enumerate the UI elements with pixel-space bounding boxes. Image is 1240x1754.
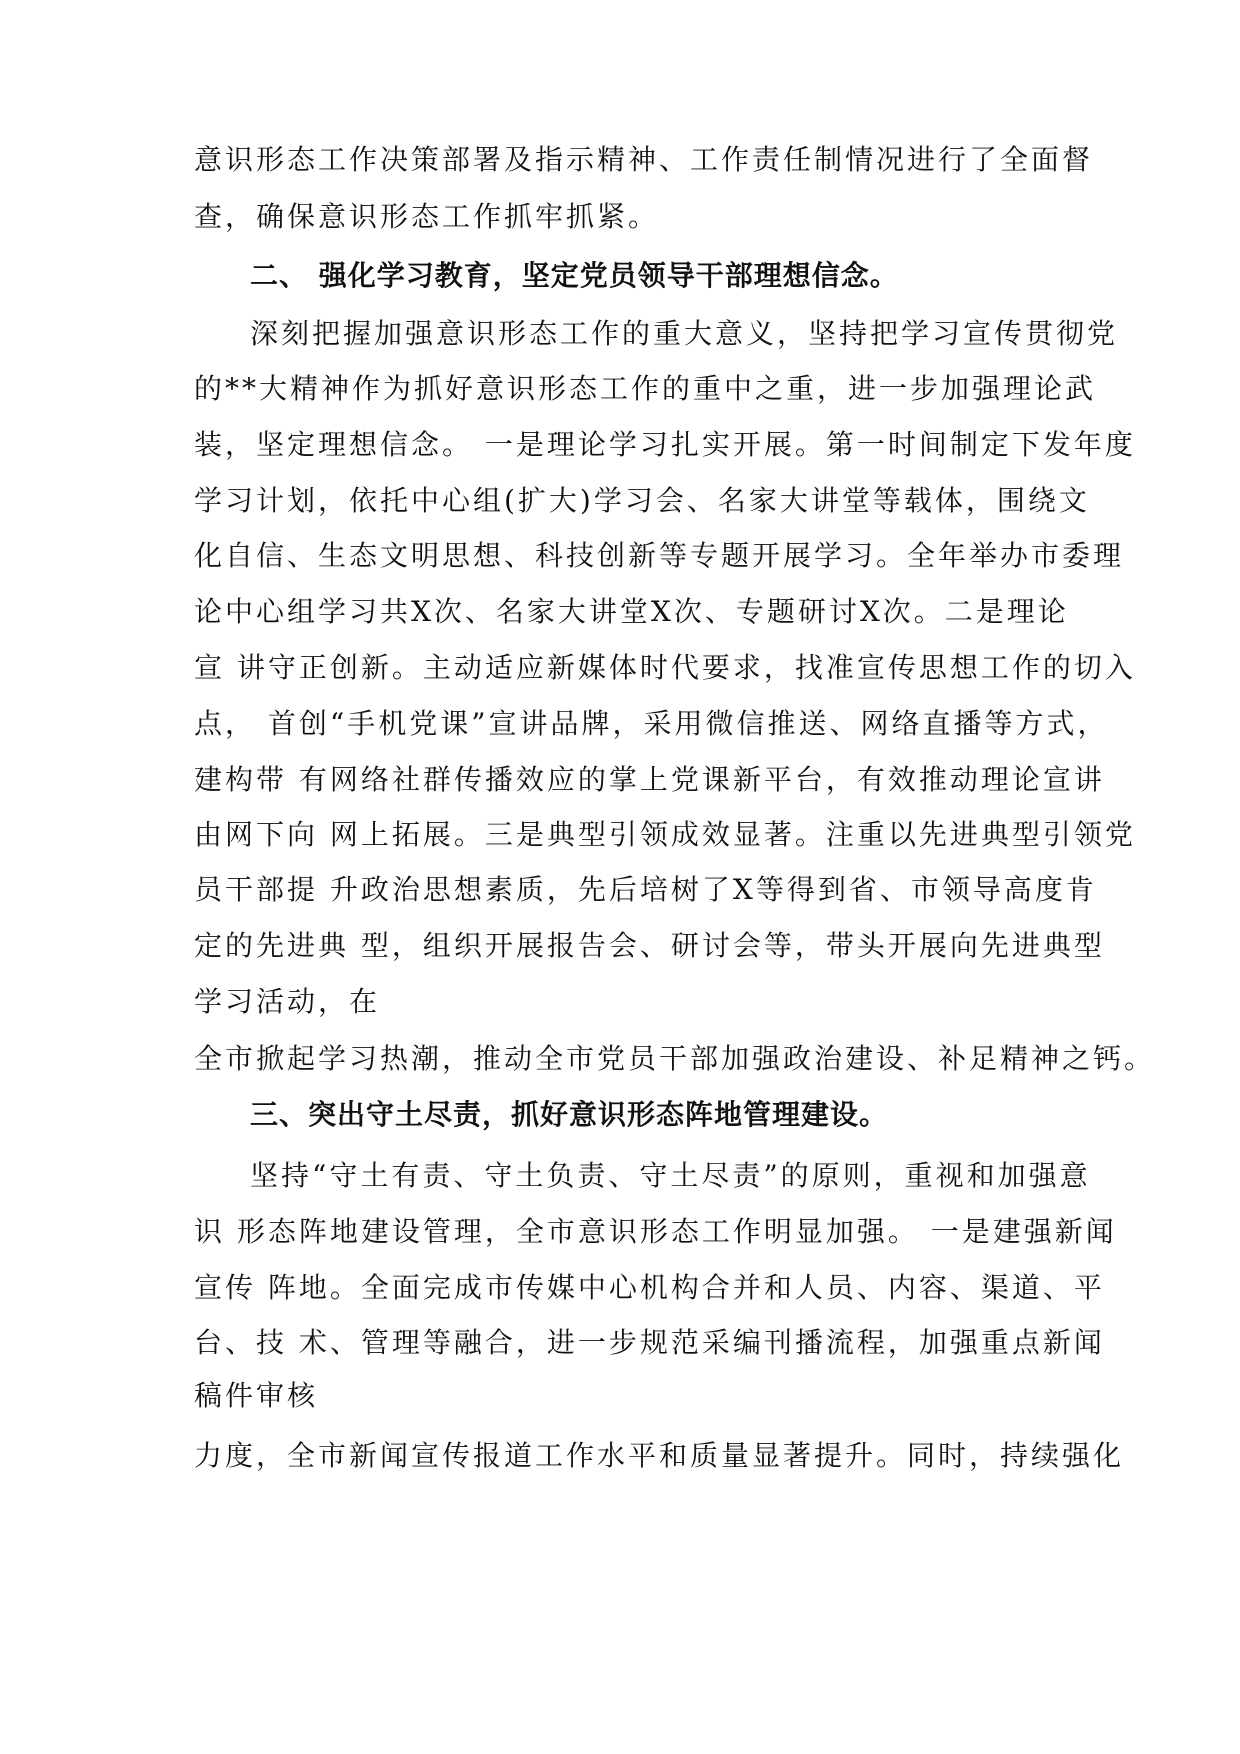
paragraph-line: 论中心组学习共X次、名家大讲堂X次、专题研讨X次。二是理论 — [194, 595, 1069, 628]
paragraph-line: 识 形态阵地建设管理，全市意识形态工作明显加强。 一是建强新闻 — [194, 1215, 1117, 1248]
paragraph-line: 宣传 阵地。全面完成市传媒中心机构合并和人员、内容、渠道、平 — [194, 1271, 1105, 1304]
paragraph-line: 宣 讲守正创新。主动适应新媒体时代要求，找准宣传思想工作的切入 — [194, 651, 1136, 684]
paragraph-line: 的**大精神作为抓好意识形态工作的重中之重，进一步加强理论武 — [194, 372, 1097, 405]
paragraph-line: 学习计划，依托中心组(扩大)学习会、名家大讲堂等载体，围绕文 — [194, 484, 1090, 517]
paragraph-line: 建构带 有网络社群传播效应的掌上党课新平台，有效推动理论宣讲 — [194, 763, 1105, 796]
paragraph-line: 查，确保意识形态工作抓牢抓紧。 — [194, 200, 660, 233]
paragraph-line: 定的先进典 型，组织开展报告会、研讨会等，带头开展向先进典型 — [194, 929, 1105, 962]
section-heading-2: 二、 强化学习教育，坚定党员领导干部理想信念。 — [250, 259, 899, 292]
paragraph-line: 台、技 术、管理等融合，进一步规范采编刊播流程，加强重点新闻 — [194, 1326, 1105, 1359]
paragraph-line: 稿件审核 — [194, 1379, 319, 1412]
paragraph-line: 由网下向 网上拓展。三是典型引领成效显著。注重以先进典型引领党 — [194, 818, 1136, 851]
paragraph-line: 力度，全市新闻宣传报道工作水平和质量显著提升。同时，持续强化 — [194, 1439, 1125, 1472]
paragraph-line: 学习活动，在 — [194, 985, 381, 1018]
paragraph-line: 化自信、生态文明思想、科技创新等专题开展学习。全年举办市委理 — [194, 539, 1125, 572]
paragraph-line: 坚持“守土有责、守土负责、守土尽责”的原则，重视和加强意 — [250, 1159, 1091, 1192]
paragraph-line: 意识形态工作决策部署及指示精神、工作责任制情况进行了全面督 — [194, 143, 1094, 176]
paragraph-line: 装，坚定理想信念。 一是理论学习扎实开展。第一时间制定下发年度 — [194, 428, 1136, 461]
section-heading-3: 三、突出守土尽责，抓好意识形态阵地管理建设。 — [250, 1098, 889, 1131]
paragraph-line: 点， 首创“手机党课”宣讲品牌，采用微信推送、网络直播等方式， — [194, 707, 1109, 740]
paragraph-line: 员干部提 升政治思想素质，先后培树了X等得到省、市领导高度肯 — [194, 873, 1097, 906]
paragraph-line: 深刻把握加强意识形态工作的重大意义，坚持把学习宣传贯彻党 — [250, 317, 1119, 350]
paragraph-line: 全市掀起学习热潮，推动全市党员干部加强政治建设、补足精神之钙。 — [194, 1042, 1156, 1075]
